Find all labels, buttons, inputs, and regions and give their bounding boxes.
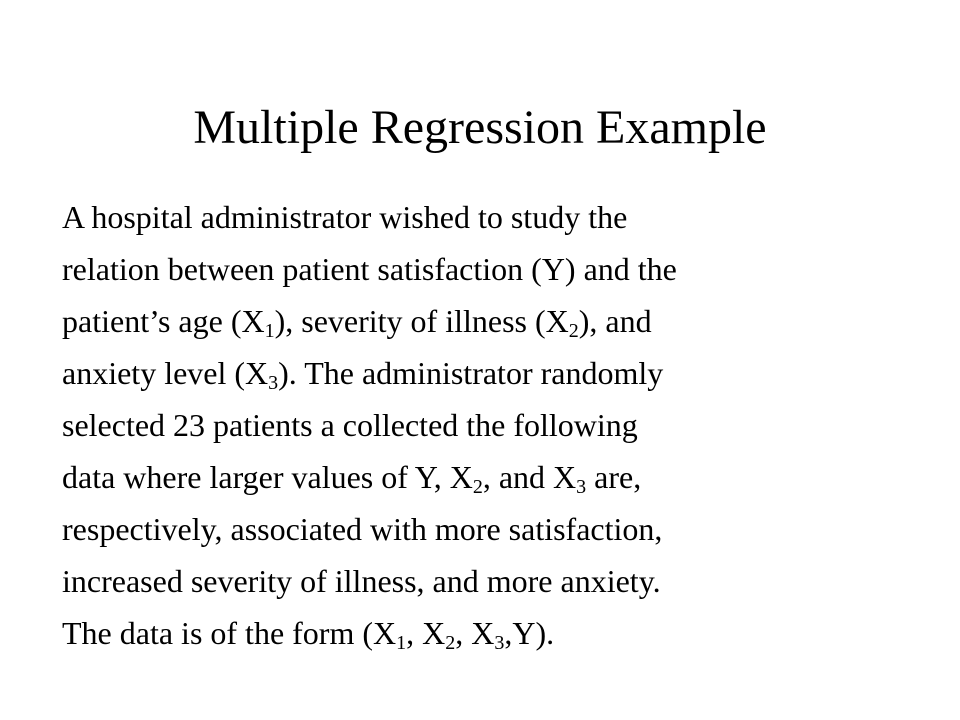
subscript: 2: [445, 632, 456, 654]
body-text-segment: , and X: [482, 459, 577, 495]
body-text-segment: ). The administrator randomly: [278, 355, 664, 391]
subscript: 2: [568, 320, 579, 342]
subscript: 3: [494, 632, 505, 654]
body-text-segment: , X: [455, 615, 495, 651]
body-text-segment: , X: [406, 615, 446, 651]
subscript: 1: [396, 632, 407, 654]
body-text-segment: increased severity of illness, and more anxiety.: [62, 563, 661, 599]
slide-body-text: [62, 191, 922, 659]
body-text-segment: data where larger values of Y, X: [62, 459, 473, 495]
body-line: [62, 451, 922, 503]
body-text-segment: respectively, associated with more satisfaction,: [62, 511, 663, 547]
body-text-segment: anxiety level (X: [62, 355, 269, 391]
body-line: [62, 399, 922, 451]
slide-title: Multiple Regression Example: [193, 101, 767, 154]
body-text-segment: ), severity of illness (X: [274, 303, 569, 339]
body-line: [62, 295, 922, 347]
body-line: [62, 347, 922, 399]
body-text-segment: ), and: [578, 303, 652, 339]
body-text-segment: The data is of the form (X: [62, 615, 397, 651]
body-text-segment: relation between patient satisfaction (Y) and the: [62, 251, 677, 287]
subscript: 3: [576, 476, 587, 498]
body-line: [62, 555, 922, 607]
body-line: [62, 607, 922, 659]
body-line: [62, 503, 922, 555]
subscript: 2: [472, 476, 483, 498]
body-text-segment: A hospital administrator wished to study the: [62, 199, 628, 235]
body-text-segment: patient’s age (X: [62, 303, 265, 339]
body-text-segment: selected 23 patients a collected the following: [62, 407, 638, 443]
subscript: 1: [264, 320, 275, 342]
body-text-segment: ,Y).: [504, 615, 555, 651]
body-text-segment: are,: [586, 459, 642, 495]
body-line: [62, 243, 922, 295]
body-line: [62, 191, 922, 243]
subscript: 3: [268, 372, 279, 394]
